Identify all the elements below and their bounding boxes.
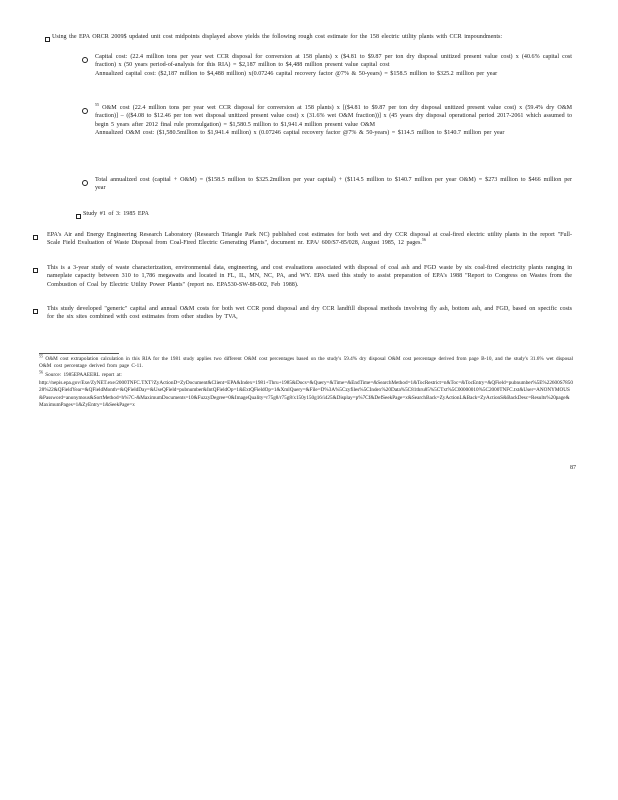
epa-report-paragraph: EPA's Air and Energy Engineering Research Laboratory (Research Triangle Park NC) published cost estimates for both wet and dry CCR disposal at coal-fired electric utility plants in the report "Full-Scale Field Evaluation of Waste Disposal from Coal-Fired Electric Generating Plants", document nr. EPA/ 600/S7-85/028, August 1985, 12 pages.$^{56}$ (47, 232, 572, 247)
footnote-number: 56 (39, 369, 43, 375)
square-bullet-icon (33, 309, 38, 314)
square-bullet-icon (33, 268, 38, 273)
footnote-number: 55 (39, 353, 43, 359)
footnote-separator (39, 353, 119, 354)
page-number: 87 (570, 465, 576, 471)
footnote-ref-55[interactable]: 55 (95, 101, 99, 107)
footnote-55: $^{55}$ O&M cost extrapolation calculation in this RIA for the 1981 study applies two different O&M cost percentages based on the study's 59.4% dry disposal O&M cost percentage derived from page B-10, and the study's 31.6% wet disposal O&M cost percentage derived from page C-11. (39, 353, 573, 370)
square-bullet-icon (45, 37, 50, 42)
study-heading: Study #1 of 3: 1985 EPA (83, 211, 149, 217)
annualized-capital-cost-text: Annualized capital cost: ($2,187 million to $4,488 million) x(0.07246 capital recovery factor @7% & 50-years) = $158.5 million to $325.2 million per year (95, 70, 498, 77)
capital-cost-text: Capital cost: (22.4 million tons per year wet CCR disposal for conversion at 158 plants) x ($4.81 to $9.87 per ton dry disposal unitized present value cost) x (40.6% capital cost fraction) x (50 years period-of-analysis for this RIA) = $2,187 million to $4,488 million present value capital cost (95, 54, 572, 69)
footnote-ref-56[interactable]: 56 (421, 237, 426, 243)
footnote-56-url-link[interactable]: http://nepis.epa.gov/Exe/ZyNET.exe/2000TNFC.TXT?ZyActionD=ZyDocument&Client=EPA&Index=1981+Thru+1985&Docs=&Query=&Time=&EndTime=&SearchMethod=1&TocRestrict=n&Toc=&TocEntry=&QField=pubnumber%5E%22600S785028%22&QFieldYear=&QFieldMonth=&QFieldDay=&UseQField=pubnumber&IntQFieldOp=1&ExtQFieldOp=1&XmlQuery=&File=D%3A%5Czyfiles%5CIndex%20Data%5C81thru85%5CTxt%5C00000010%5C2000TNFC.txt&User=ANONYMOUS&Password=anonymous&SortMethod=h%7C-&MaximumDocuments=10&FuzzyDegree=0&ImageQuality=r75g8/r75g8/x150y150g16/i425&Display=p%7Cf&DefSeekPage=x&SearchBack=ZyActionL&Back=ZyActionS&BackDesc=Results%20page&MaximumPages=1&ZyEntry=1&SeekPage=x (39, 380, 573, 409)
circle-bullet-icon (82, 108, 88, 114)
capital-cost-block (95, 53, 572, 78)
cost-estimate-intro: Using the EPA ORCR 2009$ updated unit cost midpoints displayed above yields the following rough cost estimate for the 158 electric utility plants with CCR impoundments: (52, 34, 503, 40)
footnote-56: $^{56}$ Source: 1985EPAAEERL report at: (39, 369, 122, 378)
total-annualized-cost-text: Total annualized cost (capital + O&M) = ($158.5 million to $325.2million per year capital) + ($114.5 million to $140.7 million per year O&M) = $273 million to $466 million per year (95, 177, 572, 192)
generic-costs-paragraph: This study developed "generic" capital and annual O&M costs for both wet CCR pond disposal and dry CCR landfill disposal methods involving fly ash, bottom ash, and FGD, based on specific costs for the six sites combined with cost estimates from other studies by TVA, (47, 306, 572, 321)
square-bullet-icon (33, 235, 38, 240)
annualized-om-cost-text: Annualized O&M cost: ($1,580.5million to $1,941.4 million) x (0.07246 capital recovery factor @7% & 50-years) = $114.5 million to $140.7 million per year (95, 130, 505, 137)
om-cost-block (95, 101, 572, 138)
study-description-paragraph: This is a 3-year study of waste characterization, environmental data, engineering, and cost evaluations associated with disposal of coal ash and FGD waste by six coal-fired electricity plants ranging in nameplate capacity between 310 to 1,786 megawatts and located in FL, IL, MN, NC, PA, and WY. EPA used this study to assist preparation of EPA's 1988 "Report to Congress on Wastes from the Combustion of Coal by Electric Utility Power Plants" (report no. EPA530-SW-88-002, Feb 1988). (47, 265, 572, 288)
om-cost-text: $^{55}$ O&M cost (22.4 million tons per year wet CCR disposal for conversion at 158 plants) x [($4.81 to $9.87 per ton dry disposal unitized present value cost) x (59.4% dry O&M fraction)] – (($4.08 to $12.46 per ton wet disposal unitized present value cost) x (31.6% wet O&M fraction))] x (45 years dry disposal operational period 2017-2061 which assumed to begin 5 years after 2012 final rule promulgation) = $1,580.5 million to $1,941.4 million present value O&M (95, 101, 572, 128)
square-bullet-icon (76, 214, 81, 219)
circle-bullet-icon (82, 57, 88, 63)
circle-bullet-icon (82, 180, 88, 186)
